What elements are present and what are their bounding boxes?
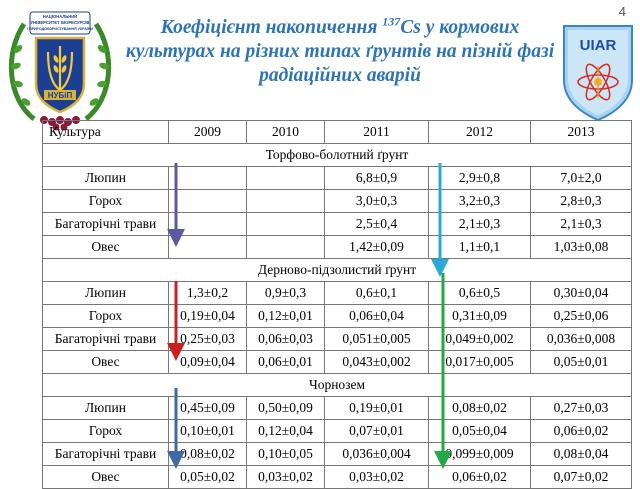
value-cell: [169, 167, 247, 190]
section-title: Дерново-підзолистий ґрунт: [43, 259, 632, 282]
value-cell: 0,31±0,09: [429, 305, 531, 328]
header-year-2009: 2009: [169, 121, 247, 144]
table-header-row: [43, 121, 632, 144]
value-cell: 0,08±0,04: [531, 443, 632, 466]
value-cell: 0,6±0,5: [429, 282, 531, 305]
table-row: [43, 351, 632, 374]
value-cell: 1,1±0,1: [429, 236, 531, 259]
crest-text-line2: УНІВЕРСИТЕТ БІОРЕСУРСІВ: [30, 20, 90, 25]
value-cell: 0,017±0,005: [429, 351, 531, 374]
value-cell: 0,06±0,04: [325, 305, 429, 328]
value-cell: 1,3±0,2: [169, 282, 247, 305]
table-row: [43, 466, 632, 489]
value-cell: 0,06±0,03: [247, 328, 325, 351]
value-cell: 2,1±0,3: [429, 213, 531, 236]
value-cell: 0,6±0,1: [325, 282, 429, 305]
value-cell: 0,06±0,01: [247, 351, 325, 374]
value-cell: 0,12±0,01: [247, 305, 325, 328]
header-culture: Культура: [43, 121, 169, 144]
table-row: [43, 420, 632, 443]
table-row: [43, 305, 632, 328]
value-cell: 0,30±0,04: [531, 282, 632, 305]
title-isotope-superscript: 137: [382, 14, 401, 29]
value-cell: 0,09±0,04: [169, 351, 247, 374]
value-cell: 0,036±0,004: [325, 443, 429, 466]
culture-cell: Люпин: [43, 397, 169, 420]
value-cell: [247, 236, 325, 259]
value-cell: [247, 167, 325, 190]
value-cell: 0,19±0,04: [169, 305, 247, 328]
value-cell: 2,9±0,8: [429, 167, 531, 190]
culture-cell: Овес: [43, 236, 169, 259]
slide-number: 4: [618, 4, 626, 19]
value-cell: 0,03±0,02: [325, 466, 429, 489]
value-cell: 6,8±0,9: [325, 167, 429, 190]
value-cell: 3,2±0,3: [429, 190, 531, 213]
culture-cell: Горох: [43, 190, 169, 213]
value-cell: 1,03±0,08: [531, 236, 632, 259]
crest-text-line1: НАЦІОНАЛЬНИЙ: [42, 14, 78, 19]
table-row: [43, 282, 632, 305]
value-cell: 0,06±0,02: [531, 420, 632, 443]
value-cell: 0,9±0,3: [247, 282, 325, 305]
value-cell: 0,50±0,09: [247, 397, 325, 420]
value-cell: 0,036±0,008: [531, 328, 632, 351]
table-row: [43, 167, 632, 190]
table-row: [43, 190, 632, 213]
value-cell: 0,19±0,01: [325, 397, 429, 420]
uiar-logo-text: UIAR: [579, 37, 617, 54]
title-text-part2: Cs у кормових культурах на різних типах ґрунтів на пізній фазі радіаційних аварій: [125, 17, 555, 86]
table-row: [43, 328, 632, 351]
value-cell: 0,05±0,01: [531, 351, 632, 374]
section-title: Торфово-болотний ґрунт: [43, 144, 632, 167]
header-year-2013: 2013: [531, 121, 632, 144]
value-cell: 0,051±0,005: [325, 328, 429, 351]
value-cell: 1,42±0,09: [325, 236, 429, 259]
value-cell: [247, 213, 325, 236]
value-cell: 0,45±0,09: [169, 397, 247, 420]
value-cell: [169, 213, 247, 236]
title-text-part1: Коефіцієнт накопичення: [160, 17, 383, 38]
culture-cell: Багаторічні трави: [43, 328, 169, 351]
value-cell: 0,08±0,02: [169, 443, 247, 466]
section-row: [43, 259, 632, 282]
culture-cell: Багаторічні трави: [43, 443, 169, 466]
crest-abbr: НУБіП: [47, 91, 73, 100]
culture-cell: Багаторічні трави: [43, 213, 169, 236]
table-row: [43, 397, 632, 420]
value-cell: [169, 190, 247, 213]
culture-cell: Горох: [43, 305, 169, 328]
crest-text-line3: І ПРИРОДОКОРИСТУВАННЯ УКРАЇНИ: [27, 27, 93, 31]
value-cell: 0,099±0,009: [429, 443, 531, 466]
value-cell: 0,10±0,01: [169, 420, 247, 443]
table-row: [43, 213, 632, 236]
value-cell: 0,043±0,002: [325, 351, 429, 374]
value-cell: 0,07±0,02: [531, 466, 632, 489]
value-cell: 0,12±0,04: [247, 420, 325, 443]
value-cell: 0,06±0,02: [429, 466, 531, 489]
value-cell: 0,03±0,02: [247, 466, 325, 489]
header-year-2011: 2011: [325, 121, 429, 144]
value-cell: 0,27±0,03: [531, 397, 632, 420]
value-cell: 3,0±0,3: [325, 190, 429, 213]
culture-cell: Люпин: [43, 282, 169, 305]
value-cell: 7,0±2,0: [531, 167, 632, 190]
section-row: [43, 144, 632, 167]
value-cell: 0,08±0,02: [429, 397, 531, 420]
value-cell: 2,1±0,3: [531, 213, 632, 236]
value-cell: [247, 190, 325, 213]
culture-cell: Горох: [43, 420, 169, 443]
value-cell: 0,10±0,05: [247, 443, 325, 466]
table-row: [43, 236, 632, 259]
culture-cell: Овес: [43, 466, 169, 489]
section-title: Чорнозем: [43, 374, 632, 397]
uiar-institute-logo: [560, 22, 636, 122]
table-row: [43, 443, 632, 466]
culture-cell: Люпин: [43, 167, 169, 190]
header-year-2012: 2012: [429, 121, 531, 144]
accumulation-table: [42, 120, 632, 489]
value-cell: 0,05±0,04: [429, 420, 531, 443]
slide-title: [120, 16, 560, 88]
value-cell: 2,8±0,3: [531, 190, 632, 213]
value-cell: 0,049±0,002: [429, 328, 531, 351]
value-cell: 2,5±0,4: [325, 213, 429, 236]
value-cell: 0,25±0,06: [531, 305, 632, 328]
header-year-2010: 2010: [247, 121, 325, 144]
value-cell: 0,07±0,01: [325, 420, 429, 443]
culture-cell: Овес: [43, 351, 169, 374]
value-cell: 0,25±0,03: [169, 328, 247, 351]
section-row: [43, 374, 632, 397]
university-crest-logo: [4, 4, 116, 132]
value-cell: 0,05±0,02: [169, 466, 247, 489]
value-cell: [169, 236, 247, 259]
